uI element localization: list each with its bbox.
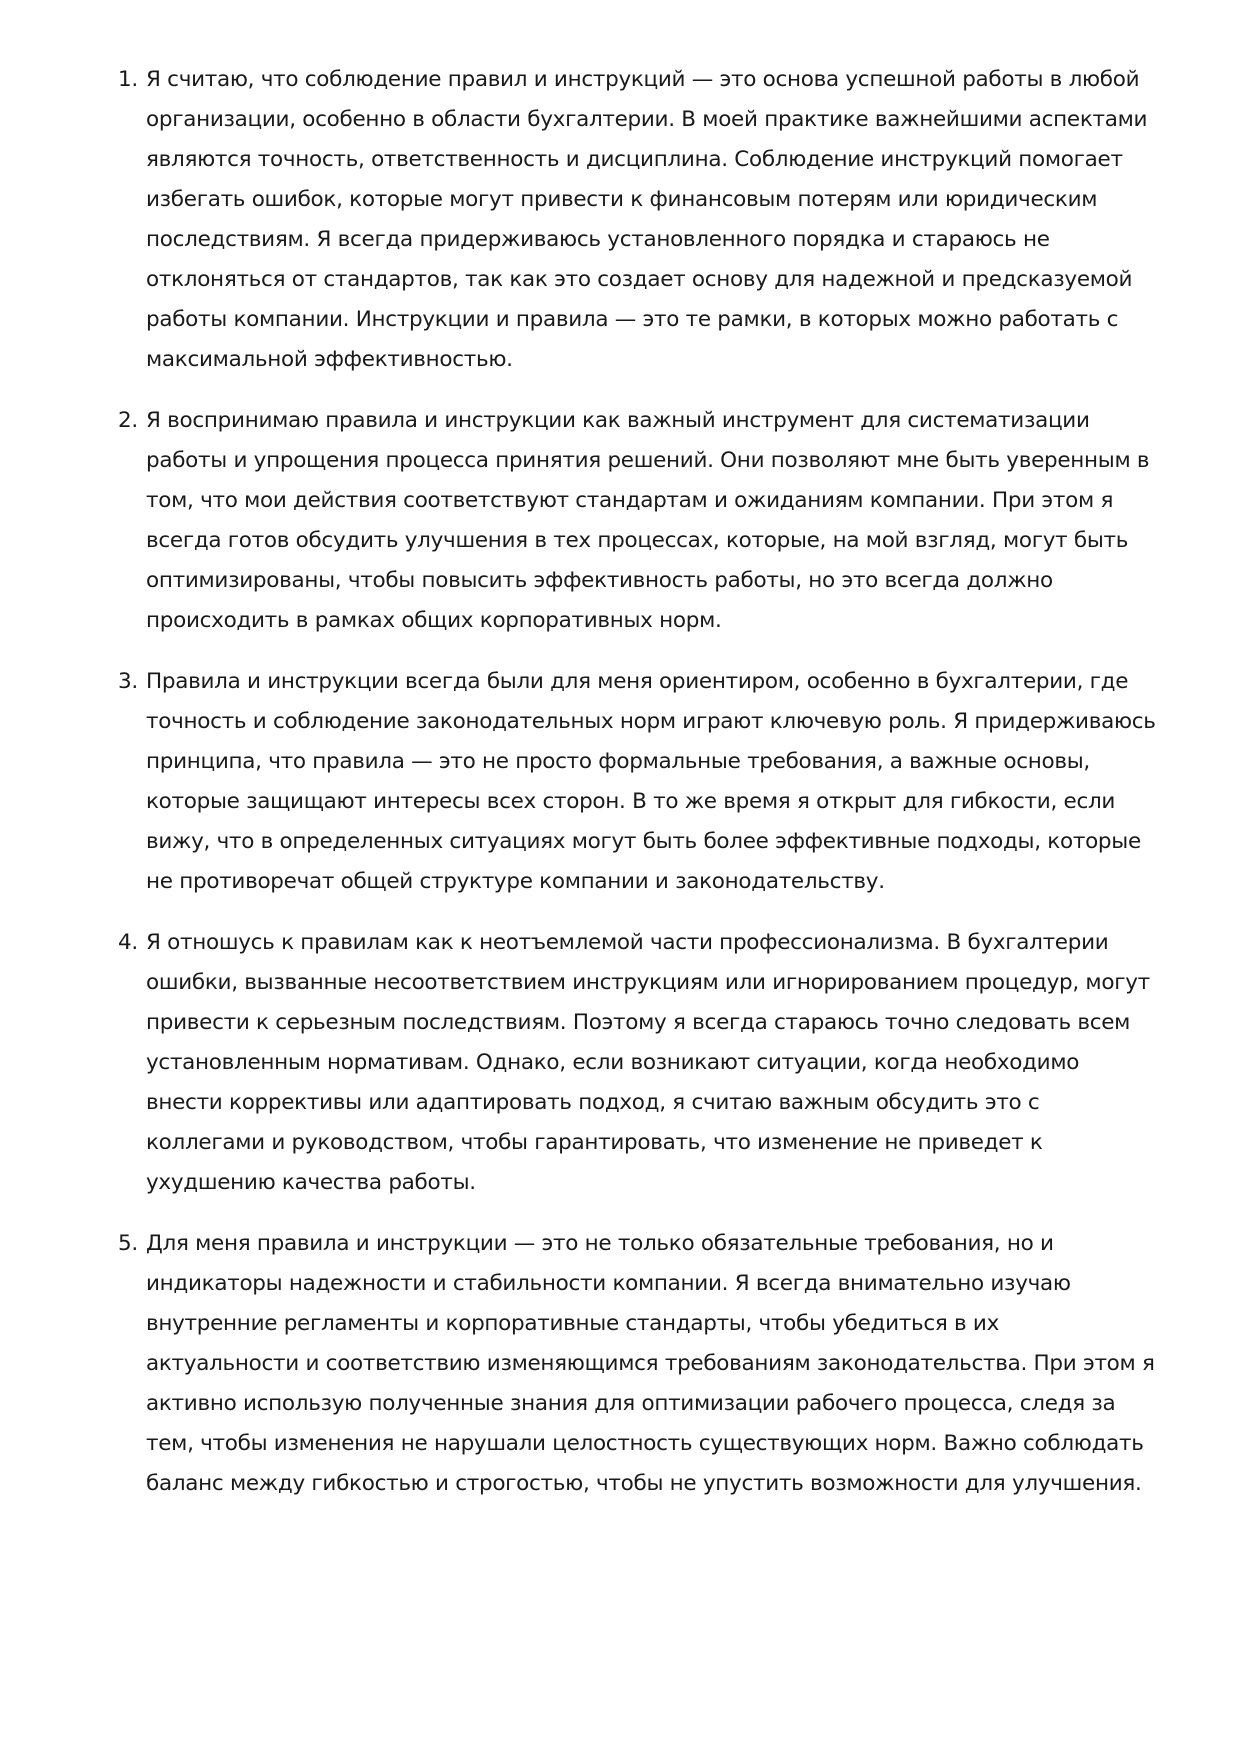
answer-item-3 bbox=[118, 662, 1158, 902]
item-text: Для меня правила и инструкции — это не только обязательные требования, но и индикаторы надежности и стабильности компании. Я всегда внимательно изучаю внутренние регламенты и корпоративные стандарты, чтобы убедиться в их актуальности и соответствию изменяющимся требованиям законодательства. При этом я активно использую полученные знания для оптимизации рабочего процесса, следя за тем, чтобы изменения не нарушали целостность существующих норм. Важно соблюдать баланс между гибкостью и строгостью, чтобы не упустить возможности для улучшения. bbox=[146, 1231, 1155, 1496]
item-number: 2. bbox=[118, 408, 138, 433]
answer-item-1 bbox=[118, 60, 1158, 380]
answer-item-5 bbox=[118, 1224, 1158, 1504]
item-text: Я отношусь к правилам как к неотъемлемой части профессионализма. В бухгалтерии ошибки, вызванные несоответствием инструкциям или игнорированием процедур, могут привести к серьезным последствиям. Поэтому я всегда стараюсь точно следовать всем установленным нормативам. Однако, если возникают ситуации, когда необходимо внести коррективы или адаптировать подход, я считаю важным обсудить это с коллегами и руководством, чтобы гарантировать, что изменение не приведет к ухудшению качества работы. bbox=[146, 930, 1150, 1195]
answer-item-2 bbox=[118, 401, 1158, 641]
item-number: 1. bbox=[118, 67, 138, 92]
numbered-answer-list bbox=[118, 60, 1158, 1525]
item-text: Правила и инструкции всегда были для меня ориентиром, особенно в бухгалтерии, где точность и соблюдение законодательных норм играют ключевую роль. Я придерживаюсь принципа, что правила — это не просто формальные требования, а важные основы, которые защищают интересы всех сторон. В то же время я открыт для гибкости, если вижу, что в определенных ситуациях могут быть более эффективные подходы, которые не противоречат общей структуре компании и законодательству. bbox=[146, 669, 1156, 894]
item-number: 5. bbox=[118, 1231, 138, 1256]
item-text: Я считаю, что соблюдение правил и инструкций — это основа успешной работы в любой организации, особенно в области бухгалтерии. В моей практике важнейшими аспектами являются точность, ответственность и дисциплина. Соблюдение инструкций помогает избегать ошибок, которые могут привести к финансовым потерям или юридическим последствиям. Я всегда придерживаюсь установленного порядка и стараюсь не отклоняться от стандартов, так как это создает основу для надежной и предсказуемой работы компании. Инструкции и правила — это те рамки, в которых можно работать с максимальной эффективностью. bbox=[146, 67, 1148, 372]
answer-item-4 bbox=[118, 923, 1158, 1203]
item-number: 3. bbox=[118, 669, 138, 694]
item-number: 4. bbox=[118, 930, 138, 955]
item-text: Я воспринимаю правила и инструкции как важный инструмент для систематизации работы и упрощения процесса принятия решений. Они позволяют мне быть уверенным в том, что мои действия соответствуют стандартам и ожиданиям компании. При этом я всегда готов обсудить улучшения в тех процессах, которые, на мой взгляд, могут быть оптимизированы, чтобы повысить эффективность работы, но это всегда должно происходить в рамках общих корпоративных норм. bbox=[146, 408, 1150, 633]
